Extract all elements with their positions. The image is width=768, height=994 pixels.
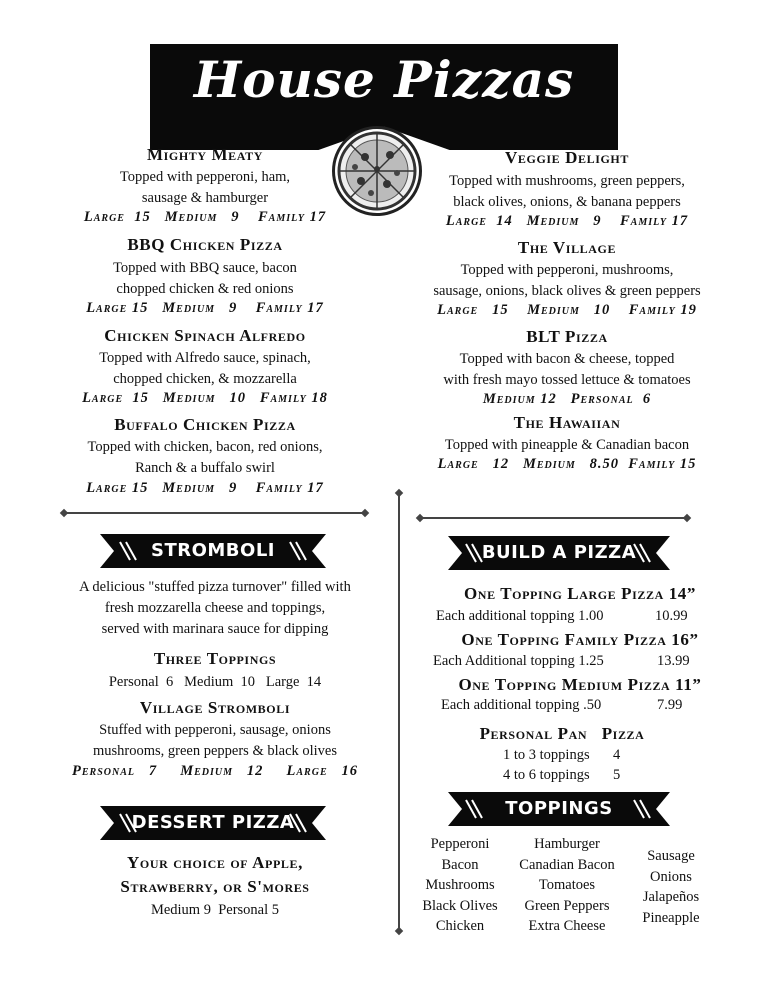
topping-item: Bacon <box>441 856 479 873</box>
item-price: Large 15 Medium 9 Family 17 <box>83 209 327 225</box>
build-banner <box>448 536 670 570</box>
pan-row-label: 1 to 3 toppings <box>503 747 590 763</box>
build-banner-label: BUILD A PIZZA <box>481 542 637 563</box>
page-title: House Pizzas <box>193 50 575 109</box>
divider-dot <box>416 514 424 522</box>
topping-item: Pineapple <box>642 909 700 926</box>
stromboli-banner-label: STROMBOLI <box>150 540 275 561</box>
pan-row-price: 5 <box>613 767 621 783</box>
item-desc: Topped with bacon & cheese, topped <box>459 351 675 367</box>
item-desc: Topped with BBQ sauce, bacon <box>113 260 297 276</box>
item-desc: sausage, onions, black olives & green peppers <box>433 283 701 299</box>
build-item-price: 10.99 <box>655 608 688 624</box>
item-desc: black olives, onions, & banana peppers <box>453 194 681 210</box>
build-item-price: 7.99 <box>657 697 683 713</box>
item-desc: chopped chicken & red onions <box>116 281 294 297</box>
toppings-col-3 <box>630 846 712 928</box>
item-price: Large 15 Medium 9 Family 17 <box>86 300 324 316</box>
dessert-line: Your choice of Apple, <box>127 853 303 872</box>
topping-item: Black Olives <box>422 897 498 914</box>
stromboli-intro: A delicious "stuffed pizza turnover" filled with <box>79 579 351 595</box>
item-desc: Topped with pepperoni, ham, <box>119 169 291 185</box>
dessert-banner <box>100 806 326 840</box>
item-name: BLT Pizza <box>526 327 608 346</box>
build-item-price: 13.99 <box>657 653 690 669</box>
pan-row-price: 4 <box>613 747 621 763</box>
item-desc: Topped with chicken, bacon, red onions, <box>87 439 323 455</box>
build-item-extra: Each additional topping .50 <box>441 697 602 713</box>
item-name: The Hawaiian <box>513 413 621 432</box>
item-desc: Topped with pineapple & Canadian bacon <box>444 437 690 453</box>
item-name: Veggie Delight <box>505 148 629 167</box>
item-desc: with fresh mayo tossed lettuce & tomatoes <box>443 372 691 388</box>
item-name: Buffalo Chicken Pizza <box>114 415 296 434</box>
item-desc: Topped with pepperoni, mushrooms, <box>460 262 674 278</box>
dessert-banner-label: DESSERT PIZZA <box>131 812 295 833</box>
divider-dot <box>395 927 403 935</box>
stromboli-three-name: Three Toppings <box>153 649 277 668</box>
topping-item: Onions <box>650 868 692 885</box>
item-price: Medium 12 Personal 6 <box>482 391 652 407</box>
divider-dot <box>683 514 691 522</box>
topping-item: Sausage <box>647 848 695 864</box>
divider-dot <box>361 509 369 517</box>
stromboli-intro: served with marinara sauce for dipping <box>101 621 329 637</box>
divider-dot <box>395 489 403 497</box>
item-desc: chopped chicken, & mozzarella <box>113 371 297 387</box>
stromboli-village-desc: Stuffed with pepperoni, sausage, onions <box>99 722 331 738</box>
stromboli-banner <box>100 534 326 568</box>
toppings-banner-label: TOPPINGS <box>505 798 613 819</box>
topping-item: Pepperoni <box>430 836 490 852</box>
item-price: Large 15 Medium 10 Family 18 <box>82 390 328 406</box>
topping-item: Extra Cheese <box>528 918 606 935</box>
item-name: BBQ Chicken Pizza <box>127 235 283 254</box>
item-name: Chicken Spinach Alfredo <box>104 326 306 345</box>
item-name: Mighty Meaty <box>147 145 263 164</box>
build-item-name: One Topping Medium Pizza 11” <box>458 675 702 694</box>
topping-item: Hamburger <box>534 836 600 852</box>
stromboli-village-name: Village Stromboli <box>139 698 291 717</box>
item-desc: Topped with Alfredo sauce, spinach, <box>99 350 311 366</box>
topping-item: Tomatoes <box>538 877 596 894</box>
toppings-col-1 <box>412 834 508 937</box>
topping-item: Jalapeños <box>642 889 700 906</box>
stromboli-village-desc: mushrooms, green peppers & black olives <box>92 743 338 759</box>
item-price: Large 14 Medium 9 Family 17 <box>445 213 689 229</box>
stromboli-intro: fresh mozzarella cheese and toppings, <box>104 600 326 616</box>
pan-name: Personal Pan Pizza <box>479 724 645 743</box>
item-desc: sausage & hamburger <box>141 190 269 206</box>
divider-right <box>420 517 688 519</box>
item-price: Large 15 Medium 10 Family 19 <box>437 302 697 318</box>
item-name: The Village <box>517 238 617 257</box>
build-item-name: One Topping Family Pizza 16” <box>461 630 699 649</box>
topping-item: Chicken <box>435 918 485 935</box>
build-item-extra: Each additional topping 1.00 <box>436 608 604 624</box>
item-price: Large 15 Medium 9 Family 17 <box>86 480 324 496</box>
pan-row-label: 4 to 6 toppings <box>503 767 590 783</box>
toppings-banner <box>448 792 670 826</box>
item-desc: Ranch & a buffalo swirl <box>135 460 275 476</box>
topping-item: Canadian Bacon <box>519 856 615 873</box>
topping-item: Mushrooms <box>425 877 495 894</box>
divider-left <box>64 512 366 514</box>
dessert-price: Medium 9 Personal 5 <box>150 902 280 918</box>
item-price: Large 12 Medium 8.50 Family 15 <box>437 456 697 472</box>
stromboli-village-price: Personal 7 Medium 12 Large 16 <box>72 763 358 779</box>
divider-dot <box>60 509 68 517</box>
topping-item: Green Peppers <box>524 897 610 914</box>
build-item-name: One Topping Large Pizza 14” <box>463 584 697 603</box>
toppings-col-2 <box>508 834 626 937</box>
dessert-line: Strawberry, or S'mores <box>120 877 310 896</box>
item-desc: Topped with mushrooms, green peppers, <box>449 173 685 189</box>
stromboli-three-price: Personal 6 Medium 10 Large 14 <box>108 674 322 690</box>
build-item-extra: Each Additional topping 1.25 <box>433 653 604 669</box>
